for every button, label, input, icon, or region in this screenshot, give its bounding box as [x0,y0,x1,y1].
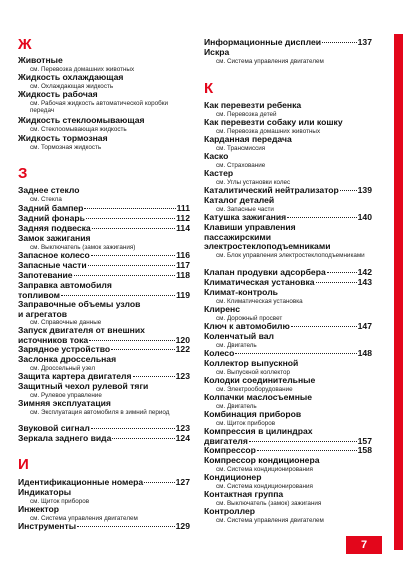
entry-title: Комбинация приборов [204,409,302,419]
entry-title-row [204,410,372,420]
cross-reference[interactable]: см. Перевозка детей [216,110,277,118]
page-ref[interactable]: 148 [357,348,372,358]
index-entry [18,522,190,532]
index-entry [204,169,372,186]
entry-title: Контактная группа [204,489,284,499]
entry-title: Компрессор кондиционера [204,455,320,465]
page-ref[interactable]: 158 [357,445,372,455]
entry-title-row [18,186,190,196]
dot-leader [112,438,174,439]
index-entry [18,281,190,300]
cross-reference[interactable]: см. Двигатель [216,341,257,349]
index-entry [204,456,372,473]
page-ref[interactable]: 127 [175,477,190,487]
page-ref[interactable]: 129 [175,521,190,531]
cross-reference[interactable]: см. Щиток приборов [216,419,276,427]
dot-leader [340,190,357,191]
section-letter: И [18,456,29,473]
index-entry [204,135,372,152]
entry-title: Инструменты [18,521,77,531]
cross-reference[interactable]: см. Справочные данные [30,319,102,326]
cross-reference[interactable]: см. Рулевое управление [30,391,102,399]
entry-title: Колесо [204,348,235,358]
page-ref[interactable]: 137 [357,37,372,47]
index-entry [18,116,190,133]
page-ref[interactable]: 122 [175,344,190,354]
cross-reference[interactable]: см. Щиток приборов [30,497,90,505]
cross-reference[interactable]: см. Эксплуатация автомобиля в зимний период [30,408,170,416]
index-entry [18,234,190,251]
entry-title: Информационные дисплеи [204,37,322,47]
page-edge-bar [394,34,403,550]
index-entry [204,305,372,322]
entry-title-row [204,359,372,369]
page-ref[interactable]: 147 [357,321,372,331]
index-entry [18,355,190,372]
cross-reference[interactable]: см. Перевозка домашних животных [30,65,135,73]
index-entry [18,399,190,416]
page-ref[interactable]: 139 [357,185,372,195]
entry-title-row [204,38,372,48]
section-letter: Ж [18,36,32,53]
entry-title: Колодки соединительные [204,375,316,385]
entry-title: Компрессор [204,445,256,455]
cross-reference[interactable]: см. Дроссельный узел [30,364,95,372]
entry-title: Зеркала заднего вида [18,433,112,443]
page-ref[interactable]: 142 [357,267,372,277]
dot-leader [61,295,175,296]
cross-reference[interactable]: см. Электрооборудование [216,385,293,393]
cross-reference[interactable]: см. Страхование [216,161,266,169]
page-number: 7 [346,536,382,554]
entry-title: Задняя подвеска [18,223,91,233]
entry-title: Каталог деталей [204,195,275,205]
entry-title: источников тока [18,334,89,345]
entry-title: Жидкость стеклоомывающая [18,115,145,125]
index-entry [18,90,190,114]
entry-title: Климат-контроль [204,287,278,297]
index-entry [18,326,190,345]
entry-title-row [18,522,190,532]
cross-reference[interactable]: см. Рабочая жидкость автоматической коробки передач [30,99,169,114]
entry-title: Жидкость охлаждающая [18,72,124,82]
entry-title: топливом [18,289,60,300]
page-ref[interactable]: 124 [175,433,190,443]
dot-leader [257,450,357,451]
dot-leader [291,326,357,327]
entry-title-row [204,101,372,111]
entry-title-row [18,434,190,444]
dot-leader [86,218,175,219]
entry-title: Защитный чехол рулевой тяги [18,381,149,391]
index-entry [204,48,372,65]
dot-leader [235,353,356,354]
index-entry [204,118,372,135]
entry-title-row [18,505,190,515]
cross-reference[interactable]: см. Стеклоомывающая жидкость [30,125,127,133]
cross-reference[interactable]: см. Тормозная жидкость [30,143,102,151]
dot-leader [88,265,175,266]
entry-title-row [18,116,190,126]
entry-title: Коллектор выпускной [204,358,299,368]
index-entry [204,376,372,393]
cross-reference[interactable]: см. Запасные части [216,205,274,213]
entry-title-row [204,48,372,58]
entry-title-row [204,376,372,386]
entry-title: Клавиши управления [204,222,296,232]
entry-title-row [18,90,190,100]
entry-title-row [18,355,190,365]
index-entry [18,73,190,90]
entry-title: Запотевание [18,270,73,280]
entry-title-row [204,490,372,500]
cross-reference[interactable]: см. Климатическая установка [216,297,303,305]
entry-title: Ключ к автомобилю [204,321,290,331]
entry-title-row [18,399,190,409]
entry-title: Кастер [204,168,234,178]
entry-title: Климатическая установка [204,277,315,287]
page-ref[interactable]: 157 [357,435,372,446]
section-letter: З [18,165,28,182]
index-entry [204,196,372,213]
entry-title-row [18,73,190,83]
entry-title: и агрегатов [18,308,68,319]
page-ref[interactable]: 118 [176,270,190,280]
page-ref[interactable]: 117 [176,260,190,270]
entry-title: Каталитический нейтрализатор [204,185,339,195]
page-ref[interactable]: 119 [176,289,190,300]
entry-title: Заднее стекло [18,185,80,195]
cross-reference[interactable]: см. Блок управления электростеклоподъемниками [216,251,365,259]
cross-reference[interactable]: см. Система кондиционирования [216,465,313,473]
index-entry [18,434,190,444]
page-ref[interactable]: 112 [176,213,190,223]
page-ref[interactable]: 120 [175,334,190,345]
entry-title: Заправка автомобиля [18,280,112,290]
entry-title: Зарядное устройство [18,344,111,354]
cross-reference[interactable]: см. Выпускной коллектор [216,368,291,376]
entry-title-row [18,56,190,66]
cross-reference[interactable]: см. Перевозка домашних животных [216,127,321,135]
dot-leader [327,272,357,273]
index-entry [18,505,190,522]
entry-title: пассажирскими [204,231,272,242]
index-entry [18,488,190,505]
entry-title-row [204,393,372,403]
entry-title-row [204,305,372,315]
entry-title: Как перевезти ребенка [204,100,302,110]
index-entry [18,186,190,203]
entry-title: Карданная передача [204,134,292,144]
entry-title: Задний бампер [18,203,84,213]
dot-leader [74,275,176,276]
index-entry [18,382,190,399]
entry-title: Кондиционер [204,472,262,482]
index-entry [204,473,372,490]
entry-title-row [204,242,372,252]
section-letter: К [204,80,214,97]
entry-title: Инжектор [18,504,60,514]
index-entry [204,427,372,446]
entry-title-row [204,135,372,145]
index-entry [204,223,372,259]
cross-reference[interactable]: см. Охлаждающая жидкость [30,82,114,90]
index-entry [18,134,190,151]
entry-title: Как перевезти собаку или кошку [204,117,343,127]
entry-title-row [204,152,372,162]
dot-leader [144,482,174,483]
entry-title: Компрессия в цилиндрах [204,426,313,436]
entry-title-row [204,169,372,179]
dot-leader [322,42,357,43]
page-ref[interactable]: 140 [357,212,372,222]
entry-title: Запасные части [18,260,87,270]
entry-title: Катушка зажигания [204,212,287,222]
entry-title: двигателя [204,435,248,446]
entry-title: Звуковой сигнал [18,423,90,433]
entry-title-row [204,118,372,128]
dot-leader [77,526,175,527]
entry-title: Коленчатый вал [204,331,274,341]
page-ref[interactable]: 111 [176,203,190,213]
entry-title-row [18,234,190,244]
entry-title: Замок зажигания [18,233,91,243]
entry-title: Защита картера двигателя [18,371,132,381]
dot-leader [249,441,357,442]
entry-title: Запасное колесо [18,250,90,260]
dot-leader [91,255,175,256]
dot-leader [91,428,175,429]
entry-title-row [204,456,372,466]
entry-title-row [18,134,190,144]
page-ref[interactable]: 123 [175,423,190,433]
entry-title: электростеклоподъемниками [204,241,331,251]
entry-title: Колпачки маслосъемные [204,392,313,402]
cross-reference[interactable]: см. Выключатель (замок) зажигания [216,499,322,507]
index-entry [204,410,372,427]
dot-leader [92,228,175,229]
index-entry [204,393,372,410]
entry-title: Заправочные объемы узлов [18,299,141,309]
entry-title: Зимняя эксплуатация [18,398,111,408]
cross-reference[interactable]: см. Трансмиссия [216,144,266,152]
cross-reference[interactable]: см. Система управления двигателем [216,516,324,524]
entry-title: Запуск двигателя от внешних [18,325,145,335]
entry-title: Заслонка дроссельная [18,354,117,364]
dot-leader [316,282,357,283]
cross-reference[interactable]: см. Углы установки колес [216,178,291,186]
index-entry [204,490,372,507]
dot-leader [111,349,175,350]
entry-title: Идентификационные номера [18,477,144,487]
cross-reference[interactable]: см. Система управления двигателем [30,514,138,522]
entry-title: Задний фонарь [18,213,85,223]
cross-reference[interactable]: см. Система управления двигателем [216,57,324,65]
dot-leader [133,376,175,377]
index-entry [204,288,372,305]
dot-leader [287,217,357,218]
entry-title: Животные [18,55,63,65]
page-ref[interactable]: 116 [176,250,190,260]
entry-title-row [204,473,372,483]
cross-reference[interactable]: см. Дорожный просвет [216,314,283,322]
entry-title: Клапан продувки адсорбера [204,267,326,277]
index-entry [204,152,372,169]
entry-title: Каско [204,151,229,161]
cross-reference[interactable]: см. Двигатель [216,402,257,410]
entry-title: Жидкость рабочая [18,89,98,99]
entry-title-row [204,288,372,298]
entry-title: Жидкость тормозная [18,133,108,143]
dot-leader [84,208,175,209]
cross-reference[interactable]: см. Выключатель (замок зажигания) [30,243,136,251]
index-entry [204,507,372,524]
entry-title-row [18,310,190,320]
page-ref[interactable]: 114 [176,223,190,233]
index-entry [204,332,372,349]
entry-title-row [204,332,372,342]
entry-title-row [204,196,372,206]
entry-title: Контроллер [204,506,256,516]
dot-leader [89,340,174,341]
index-entry [18,56,190,73]
entry-title-row [18,488,190,498]
index-entry [204,101,372,118]
entry-title-row [18,382,190,392]
cross-reference[interactable]: см. Стекла [30,195,62,203]
entry-title: Индикаторы [18,487,72,497]
page-ref[interactable]: 143 [357,277,372,287]
entry-title: Искра [204,47,230,57]
entry-title: Клиренс [204,304,240,314]
index-entry [204,359,372,376]
cross-reference[interactable]: см. Система кондиционирования [216,482,313,490]
page-ref[interactable]: 123 [175,371,190,381]
entry-title-row [204,507,372,517]
index-entry [204,38,372,48]
index-entry [18,300,190,326]
